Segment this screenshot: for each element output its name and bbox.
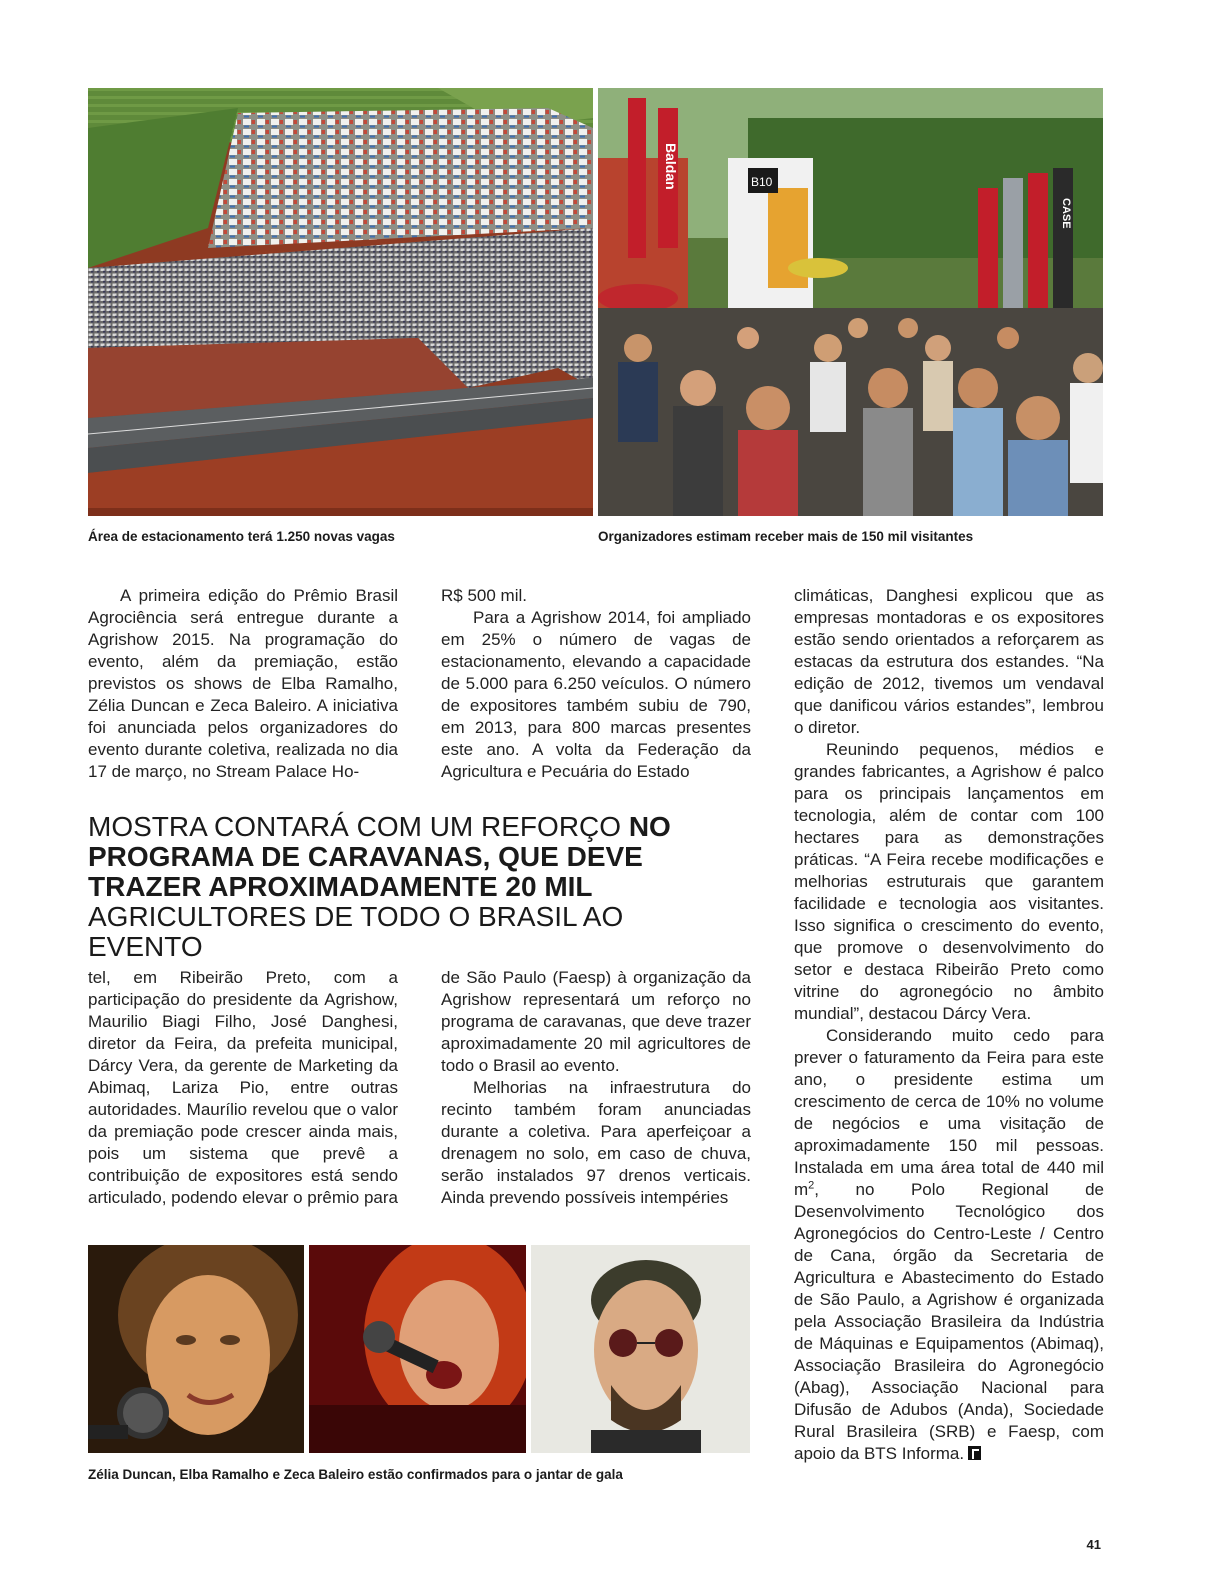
photo-crowd [598,88,1103,516]
paragraph-part: Considerando muito cedo para prever o faturamento da Feira para este ano, o presidente estima um crescimento de cerca de 10% no volume de negócios e uma visitação de aproximadamente 150 mil pessoas. Instalada em uma área total de 440 mil m [794,1026,1104,1199]
paragraph: de São Paulo (Faesp) à organização da Agrishow representará um reforço no programa de caravanas, que deve trazer aproximadamente 20 mil agricultores de todo o Brasil ao evento. [441,968,751,1075]
paragraph: R$ 500 mil. [441,586,527,605]
paragraph: Reunindo pequenos, médios e grandes fabricantes, a Agrishow é palco para os principais lançamentos em tecnologia, além de contar com 100 hectares para as demonstrações práticas. “A Feira recebe modificações e melhorias estruturais que garantem facilidade e tecnologia aos visitantes. Isso significa o crescimento do evento, que promove o desenvolvimento do setor e destaca Ribeirão Preto como vitrine do agronegócio no âmbito mundial”, destacou Dárcy Vera. [794,740,1104,1023]
paragraph: A primeira edição do Prêmio Brasil Agrociência será entregue durante a Agrishow 2015. Na programação do evento, além da premiação, estão previstos os shows de Elba Ramalho, Zélia Duncan e Zeca Baleiro. A iniciativa foi anunciada pelos organizadores do evento durante coletiva, realizada no dia 17 de março, no Stream Palace Ho- [88,586,398,781]
banner-text: Baldan [663,143,679,190]
publisher-end-mark-icon [968,1446,981,1460]
case-text: CASE [1060,198,1072,229]
pull-quote-bold: NO PROGRAMA DE CARAVANAS, QUE DEVE TRAZER APROXIMADAMENTE 20 MIL [88,811,671,902]
portrait-illustration [309,1245,526,1453]
crowd-illustration [598,88,1103,516]
paragraph: climáticas, Danghesi explicou que as empresas montadoras e os expositores estão sendo orientados a reforçarem as estacas da estrutura dos estandes. “Na edição de 2012, tivemos um vendaval que danificou vários estandes”, lembrou o diretor. [794,586,1104,737]
pull-quote-light: AGRICULTORES DE TODO O BRASIL AO EVENTO [88,901,624,962]
caption-crowd: Organizadores estimam receber mais de 150 mil visitantes [598,529,974,544]
page-number: 41 [1086,1537,1101,1552]
paragraph: Melhorias na infraestrutura do recinto também foram anunciadas durante a coletiva. Para aperfeiçoar a drenagem no solo, em caso de chuva, serão instalados 97 drenos verticais. Ainda prevendo possíveis intempéries [441,1078,751,1207]
article-col3 [794,585,1104,1465]
paragraph: Para a Agrishow 2014, foi ampliado em 25% o número de vagas de estacionamento, elevando a capacidade de 5.000 para 6.250 veículos. O número de expositores também subiu de 790, em 2013, para 800 marcas presentes este ano. A volta da Federação da Agricultura e Pecuária do Estado [441,608,751,781]
photo-elba-ramalho [309,1245,526,1453]
photo-aerial-parking [88,88,593,516]
caption-parking: Área de estacionamento terá 1.250 novas vagas [88,529,395,544]
paragraph [794,1025,1104,1465]
superscript: 2 [808,1179,815,1192]
sign-text: B10 [751,175,773,189]
article-col1-bottom [88,967,398,1209]
portrait-illustration [88,1245,304,1453]
paragraph-part: , no Polo Regional de Desenvolvimento Tecnológico dos Agronegócios do Centro-Leste / Centro de Cana, órgão da Secretaria de Agricultura e Abastecimento do Estado de São Paulo, a Agrishow é organizada pela Associação Brasileira da Indústria de Máquinas e Equipamentos (Abimaq), Associação Brasileira do Agronegócio (Abag), Associação Nacional para Difusão de Adubos (Anda), Sociedade Rural Brasileira (SRB) e Faesp, com apoio da BTS Informa. [794,1180,1104,1463]
portrait-illustration [531,1245,750,1453]
article-col1-top [88,585,398,783]
article-col2-bottom [441,967,751,1209]
caption-artists: Zélia Duncan, Elba Ramalho e Zeca Baleiro estão confirmados para o jantar de gala [88,1467,623,1482]
pull-quote-light: MOSTRA CONTARÁ COM UM REFORÇO [88,811,629,842]
photo-zelia-duncan [88,1245,304,1453]
photo-zeca-baleiro [531,1245,750,1453]
pull-quote [88,812,708,962]
paragraph: tel, em Ribeirão Preto, com a participação do presidente da Agrishow, Maurilio Biagi Filho, José Danghesi, diretor da Feira, da prefeita municipal, Dárcy Vera, da gerente de Marketing da Abimaq, Lariza Pio, entre outras autoridades. Maurílio revelou que o valor da premiação pode crescer ainda mais, pois um sistema que prevê a contribuição de expositores está sendo articulado, podendo elevar o prêmio para [88,968,398,1207]
aerial-illustration [88,88,593,516]
article-col2-top [441,585,751,783]
